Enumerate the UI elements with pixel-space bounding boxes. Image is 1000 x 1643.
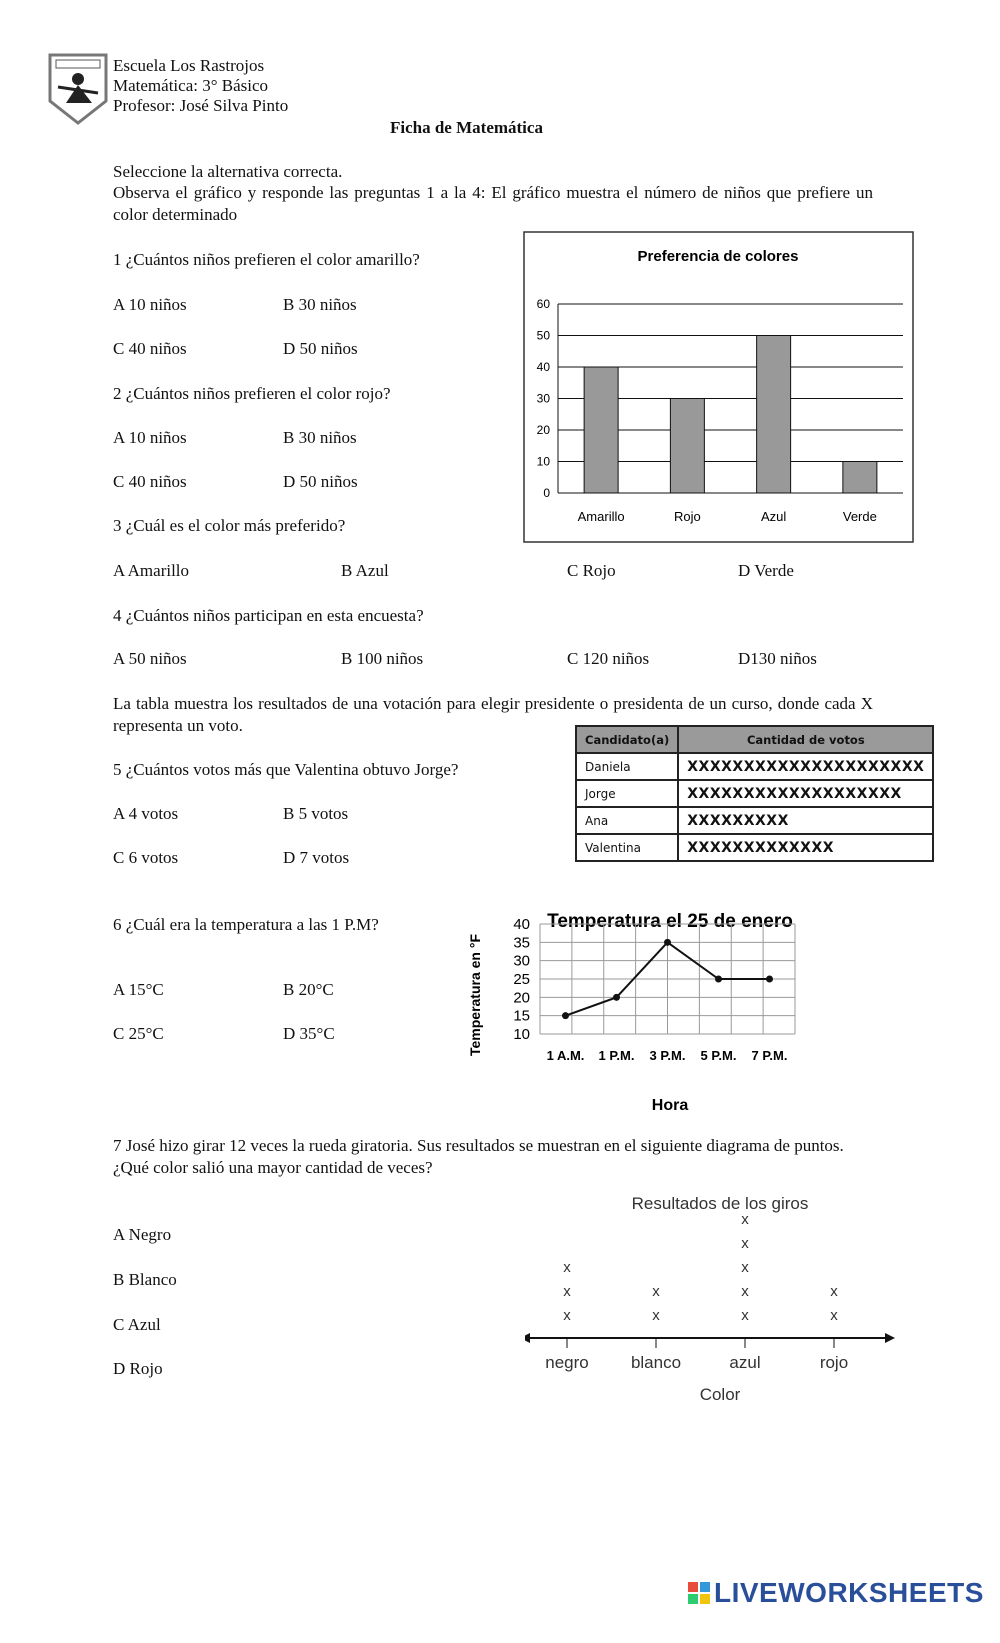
data-point xyxy=(766,976,773,983)
q7-option-b[interactable]: B Blanco xyxy=(113,1270,177,1289)
school-logo xyxy=(48,53,108,125)
data-point xyxy=(664,939,671,946)
x-tick-label: blanco xyxy=(630,1353,682,1372)
q3-option-d[interactable]: D Verde xyxy=(738,561,794,580)
school-name: Escuela Los Rastrojos xyxy=(113,56,265,75)
y-tick-label: 20 xyxy=(513,989,530,1007)
q4-option-c[interactable]: C 120 niños xyxy=(567,649,650,668)
q4-option-d[interactable]: D130 niños xyxy=(738,649,817,668)
arrow-left-icon xyxy=(525,1333,530,1343)
bar-chart-colors xyxy=(523,231,914,543)
candidate-votes: XXXXXXXXXXXXXXXXXXXXX xyxy=(678,753,933,780)
candidate-name: Jorge xyxy=(576,780,678,807)
q1-option-b[interactable]: B 30 niños xyxy=(283,295,357,314)
bar-verde xyxy=(843,462,877,494)
q1-option-a[interactable]: A 10 niños xyxy=(113,295,187,314)
x-tick-label: 5 P.M. xyxy=(700,1048,737,1063)
liveworksheets-icon xyxy=(688,1582,710,1604)
liveworksheets-brand: LIVEWORKSHEETS xyxy=(714,1577,984,1608)
q2-option-a[interactable]: A 10 niños xyxy=(113,428,187,447)
q1-option-c[interactable]: C 40 niños xyxy=(113,339,187,358)
page-title: Ficha de Matemática xyxy=(390,118,543,137)
y-tick-label: 25 xyxy=(513,971,530,988)
x-tick-label: Amarillo xyxy=(577,509,625,524)
q7-option-a[interactable]: A Negro xyxy=(113,1225,172,1244)
candidate-votes: XXXXXXXXXXXXXXXXXXX xyxy=(678,780,933,807)
x-tick-label: rojo xyxy=(819,1353,849,1372)
data-point xyxy=(562,1012,569,1019)
temperature-line-chart xyxy=(460,900,840,1115)
x-mark: x xyxy=(741,1235,749,1252)
x-tick-label: Verde xyxy=(842,509,877,524)
y-tick-label: 0 xyxy=(543,486,550,500)
x-mark: x xyxy=(741,1259,749,1276)
x-mark: x xyxy=(563,1259,571,1276)
x-mark: x xyxy=(741,1307,749,1324)
question-6: 6 ¿Cuál era la temperatura a las 1 P.M? xyxy=(113,915,379,934)
dot-plot-title: Resultados de los giros xyxy=(631,1194,809,1213)
table-row xyxy=(576,753,933,780)
dot-plot-x-label: Color xyxy=(699,1385,741,1404)
question-5: 5 ¿Cuántos votos más que Valentina obtuvo Jorge? xyxy=(113,760,459,779)
table-row xyxy=(576,807,933,834)
x-mark: x xyxy=(830,1307,838,1324)
x-mark: x xyxy=(741,1211,749,1228)
candidate-name: Daniela xyxy=(576,753,678,780)
y-tick-label: 40 xyxy=(536,360,550,374)
q5-option-c[interactable]: C 6 votos xyxy=(113,848,179,867)
x-mark: x xyxy=(563,1283,571,1300)
x-mark: x xyxy=(652,1283,660,1300)
candidate-votes: XXXXXXXXXXXXX xyxy=(678,834,933,861)
q5-option-b[interactable]: B 5 votos xyxy=(283,804,349,823)
y-tick-label: 10 xyxy=(513,1026,530,1043)
y-tick-label: 50 xyxy=(536,328,550,343)
q5-option-d[interactable]: D 7 votos xyxy=(283,848,350,867)
vote-table xyxy=(575,725,934,862)
bar-azul xyxy=(757,336,791,494)
question-2: 2 ¿Cuántos niños prefieren el color rojo? xyxy=(113,384,391,403)
q3-option-a[interactable]: A Amarillo xyxy=(113,561,190,580)
q3-option-b[interactable]: B Azul xyxy=(341,561,389,580)
table-intro: La tabla muestra los resultados de una votación para elegir presidente o presidenta de un curso, donde cada X representa un voto. xyxy=(113,694,873,735)
candidate-name: Ana xyxy=(576,807,678,834)
q4-option-a[interactable]: A 50 niños xyxy=(113,649,187,668)
q4-option-b[interactable]: B 100 niños xyxy=(341,649,424,668)
q6-option-c[interactable]: C 25°C xyxy=(113,1024,164,1043)
bar-chart-title: Preferencia de colores xyxy=(637,248,799,265)
question-4: 4 ¿Cuántos niños participan en esta encuesta? xyxy=(113,606,424,625)
q1-option-d[interactable]: D 50 niños xyxy=(283,339,358,358)
header-votes: Cantidad de votos xyxy=(678,726,933,753)
y-tick-label: 60 xyxy=(536,297,550,311)
liveworksheets-logo xyxy=(688,1577,984,1609)
x-tick-label: Azul xyxy=(760,509,787,524)
q6-option-d[interactable]: D 35°C xyxy=(283,1024,335,1043)
y-tick-label: 10 xyxy=(536,454,550,469)
x-tick-label: 7 P.M. xyxy=(751,1048,788,1063)
y-tick-label: 30 xyxy=(513,952,530,970)
bar-amarillo xyxy=(584,367,618,493)
q6-option-b[interactable]: B 20°C xyxy=(283,980,334,999)
q2-option-c[interactable]: C 40 niños xyxy=(113,472,187,491)
instruction: Seleccione la alternativa correcta. xyxy=(113,162,343,181)
x-tick-label: 3 P.M. xyxy=(649,1048,686,1063)
table-row xyxy=(576,834,933,861)
subject: Matemática: 3° Básico xyxy=(113,76,269,95)
q5-option-a[interactable]: A 4 votos xyxy=(113,804,179,823)
data-point xyxy=(613,994,620,1001)
q3-option-c[interactable]: C Rojo xyxy=(567,561,616,580)
y-tick-label: 40 xyxy=(513,916,530,933)
temp-y-label: Temperatura en °F xyxy=(467,933,483,1057)
x-tick-label: azul xyxy=(729,1353,761,1372)
q7-option-d[interactable]: D Rojo xyxy=(113,1359,163,1378)
x-tick-label: 1 A.M. xyxy=(546,1048,585,1063)
header-candidate: Candidato(a) xyxy=(576,726,678,753)
x-mark: x xyxy=(563,1307,571,1324)
question-7: 7 José hizo girar 12 veces la rueda giratoria. Sus resultados se muestran en el siguiente diagrama de puntos. ¿Qué color salió una mayor cantidad de veces? xyxy=(113,1136,844,1177)
context-text: Observa el gráfico y responde las preguntas 1 a la 4: El gráfico muestra el número de niños que prefiere un color determinado xyxy=(113,183,873,224)
arrow-right-icon xyxy=(885,1333,895,1343)
question-1: 1 ¿Cuántos niños prefieren el color amarillo? xyxy=(113,250,420,269)
x-mark: x xyxy=(830,1283,838,1300)
table-row xyxy=(576,780,933,807)
temp-x-label: Hora xyxy=(651,1097,689,1114)
y-tick-label: 20 xyxy=(536,423,550,437)
x-tick-label: 1 P.M. xyxy=(598,1048,635,1063)
data-point xyxy=(715,976,722,983)
q6-option-a[interactable]: A 15°C xyxy=(113,980,164,999)
temp-chart-title: Temperatura el 25 de enero xyxy=(547,911,793,932)
table-header-row xyxy=(576,726,933,753)
q2-option-b[interactable]: B 30 niños xyxy=(283,428,357,447)
dot-plot-spins xyxy=(525,1190,905,1410)
teacher: Profesor: José Silva Pinto xyxy=(113,96,289,115)
x-tick-label: negro xyxy=(545,1353,589,1372)
y-tick-label: 35 xyxy=(513,934,530,952)
question-3: 3 ¿Cuál es el color más preferido? xyxy=(113,516,346,535)
candidate-name: Valentina xyxy=(576,834,678,861)
y-tick-label: 15 xyxy=(513,1007,530,1025)
candidate-votes: XXXXXXXXX xyxy=(678,807,933,834)
y-tick-label: 30 xyxy=(536,391,550,406)
q2-option-d[interactable]: D 50 niños xyxy=(283,472,358,491)
q7-option-c[interactable]: C Azul xyxy=(113,1315,161,1334)
x-mark: x xyxy=(652,1307,660,1324)
x-tick-label: Rojo xyxy=(674,509,701,524)
x-mark: x xyxy=(741,1283,749,1300)
bar-rojo xyxy=(670,399,704,494)
